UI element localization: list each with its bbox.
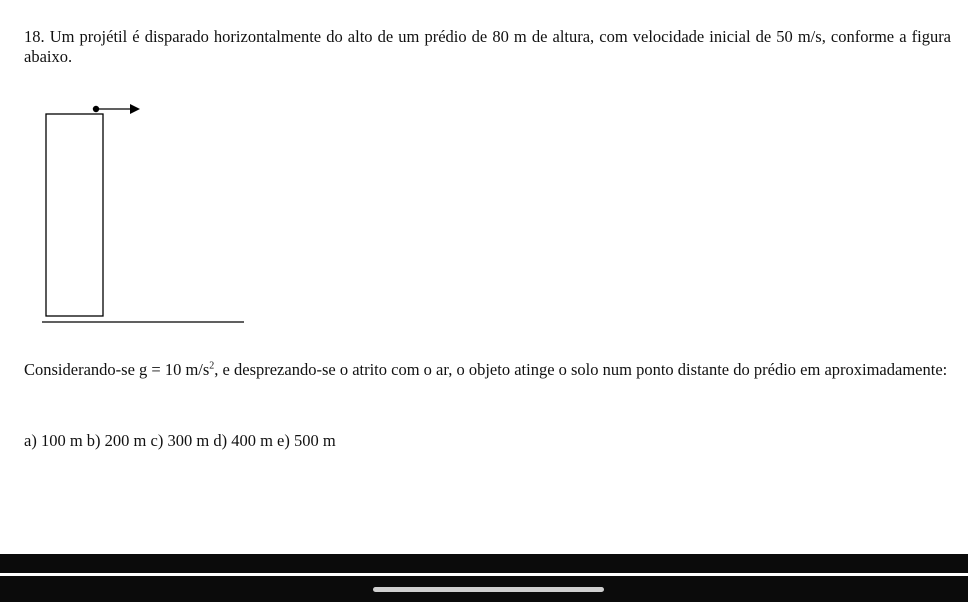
question-body: Um projétil é disparado horizontalmente do alto de um prédio de 80 m de altura, com velocidade inicial de 50 m/s, conforme a figura abaixo.: [24, 27, 952, 66]
problem-statement: [24, 360, 951, 380]
velocity-arrowhead: [130, 104, 140, 114]
option-b: b) 200 m: [86, 431, 147, 450]
bottom-bar-divider: [0, 573, 968, 576]
option-e: e) 500 m: [277, 431, 336, 450]
exponent: 2: [209, 360, 215, 372]
option-a: a) 100 m: [24, 431, 83, 450]
answer-options: [24, 431, 336, 451]
building-projectile-figure: [36, 96, 256, 332]
statement-part-1: Considerando-se g = 10 m/s: [24, 360, 210, 379]
question-text: [24, 27, 951, 67]
option-d: d) 400 m: [213, 431, 273, 450]
statement-part-2: , e desprezando-se o atrito com o ar, o objeto atinge o solo num ponto distante do prédio em aproximadamente:: [214, 360, 948, 379]
bottom-bar: [0, 554, 968, 602]
building: [46, 114, 103, 316]
question-number: 18.: [24, 27, 45, 46]
option-c: c) 300 m: [150, 431, 210, 450]
home-indicator[interactable]: [373, 587, 604, 592]
